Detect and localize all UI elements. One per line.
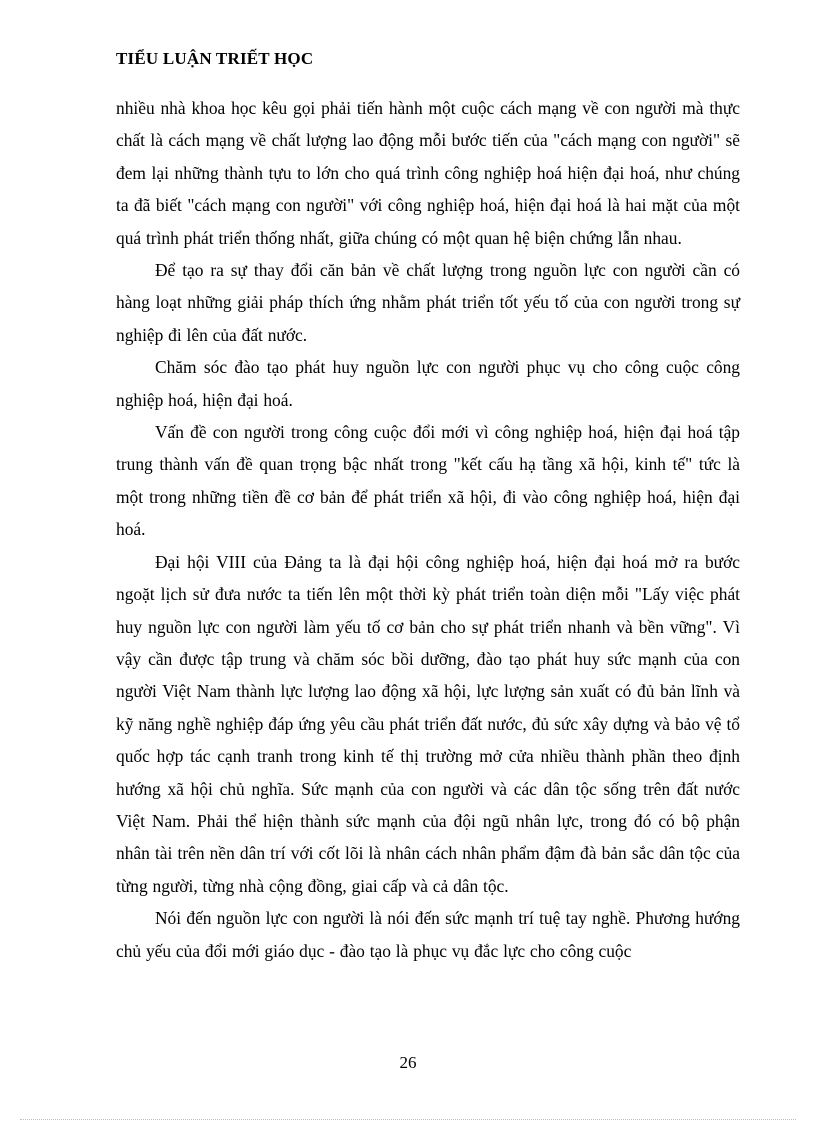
running-header: TIỂU LUẬN TRIẾT HỌC (116, 49, 314, 68)
paragraph-continuation: nhiều nhà khoa học kêu gọi phải tiến hành một cuộc cách mạng về con người mà thực chất là cách mạng về chất lượng lao động mỗi bước tiến của "cách mạng con người" sẽ đem lại những thành tựu to lớn cho quá trình công nghiệp hoá hiện đại hoá, như chúng ta đã biết "cách mạng con người" với công nghiệp hoá, hiện đại hoá là hai mặt của một quá trình phát triển thống nhất, giữa chúng có một quan hệ biện chứng lẫn nhau. (116, 98, 740, 248)
body-text (116, 92, 740, 967)
page-number: 26 (399, 1053, 417, 1072)
paragraph: Nói đến nguồn lực con người là nói đến sức mạnh trí tuệ tay nghề. Phương hướng chủ yếu của đổi mới giáo dục - đào tạo là phục vụ đắc lực cho công cuộc (116, 908, 740, 961)
paragraph: Chăm sóc đào tạo phát huy nguồn lực con người phục vụ cho công cuộc công nghiệp hoá, hiện đại hoá. (116, 357, 740, 410)
paragraph: Để tạo ra sự thay đổi căn bản về chất lượng trong nguồn lực con người cần có hàng loạt những giải pháp thích ứng nhằm phát triển tốt yếu tố của con người trong sự nghiệp đi lên của đất nước. (116, 260, 740, 345)
footer-divider (20, 1119, 796, 1120)
paragraph: Đại hội VIII của Đảng ta là đại hội công nghiệp hoá, hiện đại hoá mở ra bước ngoặt lịch sử đưa nước ta tiến lên một thời kỳ phát triển toàn diện mỗi "Lấy việc phát huy nguồn lực con người làm yếu tố cơ bản cho sự phát triển nhanh và bền vững". Vì vậy cần được tập trung và chăm sóc bồi dưỡng, đào tạo phát huy sức mạnh của con người Việt Nam thành lực lượng lao động xã hội, lực lượng sản xuất có đủ bản lĩnh và kỹ năng nghề nghiệp đáp ứng yêu cầu phát triển đất nước, đủ sức xây dựng và bảo vệ tổ quốc hợp tác cạnh tranh trong kinh tế thị trường mở cửa nhiều thành phần theo định hướng xã hội chủ nghĩa. Sức mạnh của con người và các dân tộc sống trên đất nước Việt Nam. Phải thể hiện thành sức mạnh của đội ngũ nhân lực, trong đó có bộ phận nhân tài trên nền dân trí với cốt lõi là nhân cách nhân phẩm đậm đà bản sắc dân tộc của từng người, từng nhà cộng đồng, giai cấp và cả dân tộc. (116, 551, 740, 896)
paragraph: Vấn đề con người trong công cuộc đổi mới vì công nghiệp hoá, hiện đại hoá tập trung thành vấn đề quan trọng bậc nhất trong "kết cấu hạ tầng xã hội, kinh tế" tức là một trong những tiền đề cơ bản để phát triển xã hội, đi vào công nghiệp hoá, hiện đại hoá. (116, 422, 740, 540)
